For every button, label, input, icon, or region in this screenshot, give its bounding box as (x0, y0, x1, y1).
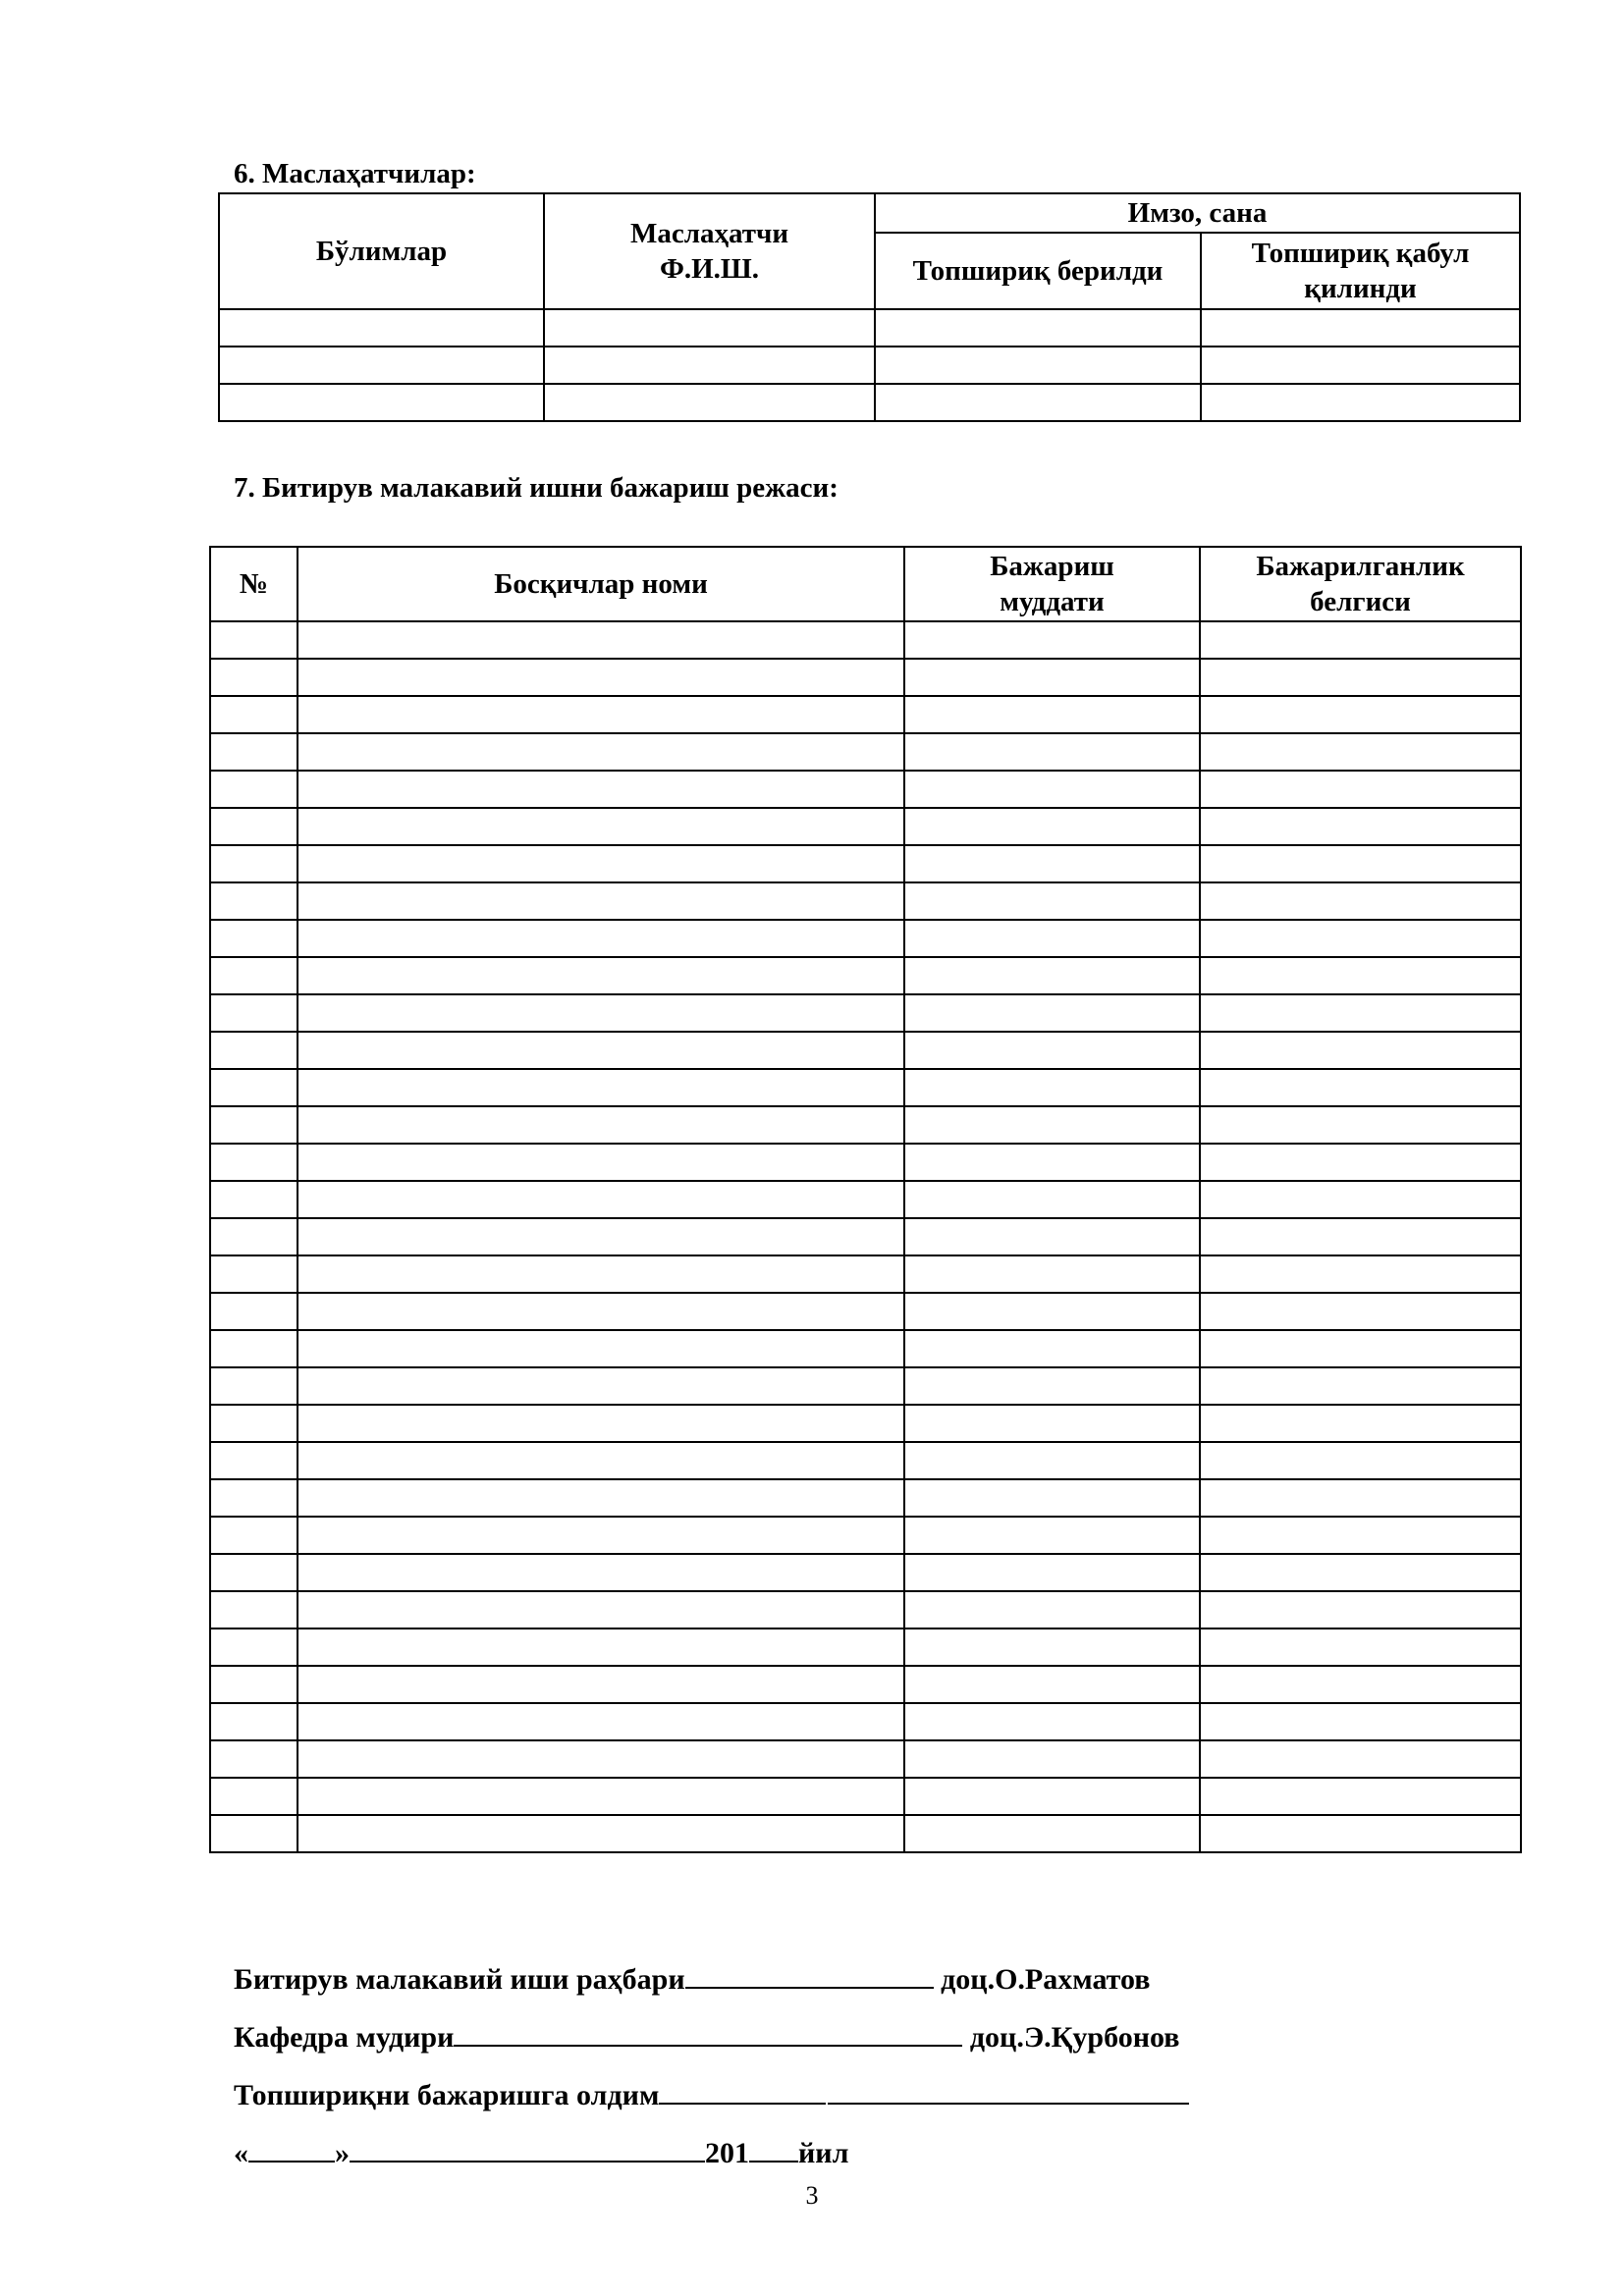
table-cell[interactable] (1200, 1218, 1521, 1255)
plan-row (210, 1106, 1521, 1144)
table-cell[interactable] (210, 1405, 298, 1442)
header-task-accepted: Топшириқ қабул қилинди (1201, 233, 1520, 309)
table-cell[interactable] (904, 1255, 1200, 1293)
table-cell[interactable] (210, 1778, 298, 1815)
plan-row (210, 1554, 1521, 1591)
table-cell[interactable] (1200, 994, 1521, 1032)
accepted-line (234, 2075, 1189, 2113)
plan-row (210, 808, 1521, 845)
table-cell[interactable] (298, 1293, 904, 1330)
table-cell[interactable] (904, 1032, 1200, 1069)
table-cell[interactable] (1200, 1479, 1521, 1517)
table-cell[interactable] (904, 1367, 1200, 1405)
plan-row (210, 1442, 1521, 1479)
table-cell[interactable] (904, 1740, 1200, 1778)
table-cell[interactable] (298, 994, 904, 1032)
table-cell[interactable] (210, 845, 298, 882)
table-cell[interactable] (210, 920, 298, 957)
table-cell[interactable] (904, 882, 1200, 920)
table-cell[interactable] (210, 771, 298, 808)
table-cell[interactable] (904, 1554, 1200, 1591)
table-cell[interactable] (904, 1479, 1200, 1517)
consultants-table (218, 192, 1521, 422)
table-cell[interactable] (210, 1367, 298, 1405)
table-cell[interactable] (1200, 1181, 1521, 1218)
header-number: № (210, 547, 298, 621)
table-cell[interactable] (904, 1069, 1200, 1106)
header-completion-mark: Бажарилганлик белгиси (1200, 547, 1521, 621)
table-cell[interactable] (875, 309, 1201, 347)
plan-row (210, 733, 1521, 771)
table-cell[interactable] (298, 1517, 904, 1554)
table-cell[interactable] (210, 1069, 298, 1106)
header-task-given: Топшириқ берилди (875, 233, 1201, 309)
table-cell[interactable] (210, 1442, 298, 1479)
plan-row (210, 1144, 1521, 1181)
table-cell[interactable] (904, 733, 1200, 771)
table-cell[interactable] (210, 1032, 298, 1069)
date-line (234, 2133, 848, 2171)
table-cell[interactable] (298, 1740, 904, 1778)
table-cell[interactable] (1200, 1442, 1521, 1479)
table-cell[interactable] (1200, 1740, 1521, 1778)
plan-row (210, 659, 1521, 696)
table-cell[interactable] (298, 845, 904, 882)
plan-row (210, 1255, 1521, 1293)
table-cell[interactable] (904, 659, 1200, 696)
table-cell[interactable] (210, 1517, 298, 1554)
table-cell[interactable] (298, 882, 904, 920)
table-cell[interactable] (210, 1591, 298, 1629)
header-stage-name: Босқичлар номи (298, 547, 904, 621)
plan-row (210, 1629, 1521, 1666)
plan-row (210, 621, 1521, 659)
table-cell[interactable] (1200, 1517, 1521, 1554)
plan-row (210, 1479, 1521, 1517)
date-close-quote: » (335, 2137, 350, 2169)
table-cell[interactable] (544, 384, 875, 421)
table-cell[interactable] (904, 696, 1200, 733)
table-cell[interactable] (544, 347, 875, 384)
table-cell[interactable] (210, 1218, 298, 1255)
table-cell[interactable] (298, 1815, 904, 1852)
consultant-row (219, 309, 1520, 347)
plan-row (210, 1069, 1521, 1106)
plan-row (210, 1367, 1521, 1405)
table-cell[interactable] (1200, 1554, 1521, 1591)
supervisor-label: Битирув малакавий иши раҳбари (234, 1963, 685, 1996)
plan-row (210, 1591, 1521, 1629)
table-cell[interactable] (904, 771, 1200, 808)
table-cell[interactable] (1200, 1032, 1521, 1069)
table-cell[interactable] (1200, 1069, 1521, 1106)
year-suffix: йил (798, 2137, 849, 2169)
table-cell[interactable] (904, 1106, 1200, 1144)
plan-row (210, 1218, 1521, 1255)
table-cell[interactable] (904, 1703, 1200, 1740)
table-cell[interactable] (210, 1181, 298, 1218)
table-cell[interactable] (904, 621, 1200, 659)
table-cell[interactable] (298, 1703, 904, 1740)
head-label: Кафедра мудири (234, 2021, 455, 2054)
table-cell[interactable] (298, 1032, 904, 1069)
table-cell[interactable] (298, 1666, 904, 1703)
table-cell[interactable] (298, 659, 904, 696)
table-cell[interactable] (1200, 957, 1521, 994)
supervisor-signature-blank[interactable] (685, 1959, 934, 1989)
table-cell[interactable] (1200, 845, 1521, 882)
table-cell[interactable] (210, 1666, 298, 1703)
table-cell[interactable] (298, 733, 904, 771)
table-cell[interactable] (210, 1554, 298, 1591)
table-cell[interactable] (904, 1144, 1200, 1181)
plan-row (210, 1181, 1521, 1218)
table-cell[interactable] (298, 1330, 904, 1367)
table-cell[interactable] (210, 1815, 298, 1852)
table-cell[interactable] (210, 1330, 298, 1367)
plan-row (210, 957, 1521, 994)
section7-title: 7. Битирув малакавий ишни бажариш режаси: (234, 472, 839, 504)
table-cell[interactable] (904, 1629, 1200, 1666)
table-cell[interactable] (904, 920, 1200, 957)
header-signature-date: Имзо, сана (875, 193, 1520, 233)
plan-row (210, 1405, 1521, 1442)
table-cell[interactable] (1200, 1106, 1521, 1144)
head-signature-blank[interactable] (454, 2017, 962, 2047)
plan-row (210, 1815, 1521, 1852)
table-cell[interactable] (298, 696, 904, 733)
table-cell[interactable] (210, 1703, 298, 1740)
table-cell[interactable] (298, 1629, 904, 1666)
table-cell[interactable] (1200, 659, 1521, 696)
table-cell[interactable] (219, 347, 544, 384)
plan-row (210, 1778, 1521, 1815)
table-cell[interactable] (904, 1815, 1200, 1852)
table-cell[interactable] (1200, 920, 1521, 957)
table-cell[interactable] (298, 1255, 904, 1293)
supervisor-line (234, 1959, 1150, 1998)
month-blank[interactable] (350, 2133, 705, 2163)
table-cell[interactable] (1200, 1703, 1521, 1740)
table-cell[interactable] (298, 1554, 904, 1591)
table-cell[interactable] (1201, 309, 1520, 347)
table-cell[interactable] (210, 659, 298, 696)
table-cell[interactable] (298, 771, 904, 808)
head-name: доц.Э.Қурбонов (969, 2021, 1180, 2054)
plan-row (210, 845, 1521, 882)
table-cell[interactable] (1200, 771, 1521, 808)
table-cell[interactable] (298, 1218, 904, 1255)
table-cell[interactable] (1200, 1330, 1521, 1367)
table-cell[interactable] (298, 1405, 904, 1442)
consultant-row (219, 347, 1520, 384)
table-cell[interactable] (210, 733, 298, 771)
table-cell[interactable] (1200, 1815, 1521, 1852)
table-cell[interactable] (298, 1479, 904, 1517)
table-cell[interactable] (904, 1293, 1200, 1330)
table-cell[interactable] (1200, 1591, 1521, 1629)
table-cell[interactable] (298, 808, 904, 845)
table-cell[interactable] (298, 621, 904, 659)
table-cell[interactable] (210, 696, 298, 733)
year-prefix: 201 (705, 2137, 749, 2169)
accepted-name-blank[interactable] (828, 2075, 1189, 2105)
table-cell[interactable] (298, 920, 904, 957)
page-number: 3 (805, 2181, 819, 2210)
table-cell[interactable] (1201, 384, 1520, 421)
table-cell[interactable] (1200, 696, 1521, 733)
table-cell[interactable] (904, 1517, 1200, 1554)
table-cell[interactable] (904, 1218, 1200, 1255)
table-cell[interactable] (298, 1778, 904, 1815)
table-cell[interactable] (210, 1106, 298, 1144)
table-cell[interactable] (904, 845, 1200, 882)
table-cell[interactable] (210, 882, 298, 920)
table-cell[interactable] (219, 309, 544, 347)
table-cell[interactable] (1200, 621, 1521, 659)
table-cell[interactable] (1201, 347, 1520, 384)
table-cell[interactable] (904, 1330, 1200, 1367)
consultants-table-body (219, 309, 1520, 421)
table-cell[interactable] (298, 957, 904, 994)
work-plan-table (209, 546, 1522, 1853)
table-cell[interactable] (1200, 1778, 1521, 1815)
table-cell[interactable] (904, 1778, 1200, 1815)
head-line (234, 2017, 1179, 2056)
table-cell[interactable] (210, 1740, 298, 1778)
table-cell[interactable] (210, 621, 298, 659)
consultant-row (219, 384, 1520, 421)
table-cell[interactable] (1200, 1405, 1521, 1442)
plan-row (210, 882, 1521, 920)
table-cell[interactable] (1200, 882, 1521, 920)
table-cell[interactable] (875, 347, 1201, 384)
table-cell[interactable] (1200, 1293, 1521, 1330)
date-open-quote: « (234, 2137, 248, 2169)
accepted-label: Топшириқни бажаришга олдим (234, 2079, 660, 2111)
table-cell[interactable] (904, 1181, 1200, 1218)
table-cell[interactable] (875, 384, 1201, 421)
table-cell[interactable] (904, 994, 1200, 1032)
plan-row (210, 1740, 1521, 1778)
table-cell[interactable] (298, 1106, 904, 1144)
table-cell[interactable] (904, 957, 1200, 994)
table-cell[interactable] (1200, 1629, 1521, 1666)
table-cell[interactable] (210, 957, 298, 994)
table-cell[interactable] (904, 1442, 1200, 1479)
table-cell[interactable] (1200, 1367, 1521, 1405)
plan-row (210, 1330, 1521, 1367)
supervisor-name: доц.О.Рахматов (941, 1963, 1151, 1996)
table-cell[interactable] (1200, 1144, 1521, 1181)
table-cell[interactable] (210, 1255, 298, 1293)
table-cell[interactable] (210, 1479, 298, 1517)
table-cell[interactable] (210, 808, 298, 845)
plan-row (210, 1032, 1521, 1069)
plan-row (210, 1517, 1521, 1554)
table-cell[interactable] (210, 994, 298, 1032)
plan-row (210, 1703, 1521, 1740)
plan-row (210, 920, 1521, 957)
plan-row (210, 1293, 1521, 1330)
table-cell[interactable] (904, 1405, 1200, 1442)
plan-row (210, 1666, 1521, 1703)
table-cell[interactable] (298, 1591, 904, 1629)
table-cell[interactable] (1200, 733, 1521, 771)
table-cell[interactable] (298, 1144, 904, 1181)
header-departments: Бўлимлар (219, 193, 544, 309)
table-cell[interactable] (298, 1367, 904, 1405)
table-cell[interactable] (1200, 1666, 1521, 1703)
table-cell[interactable] (219, 384, 544, 421)
table-cell[interactable] (210, 1144, 298, 1181)
table-cell[interactable] (210, 1293, 298, 1330)
table-cell[interactable] (1200, 808, 1521, 845)
plan-row (210, 771, 1521, 808)
table-cell[interactable] (298, 1069, 904, 1106)
table-cell[interactable] (904, 1666, 1200, 1703)
day-blank[interactable] (248, 2133, 335, 2163)
plan-row (210, 994, 1521, 1032)
accepted-signature-blank[interactable] (659, 2075, 826, 2105)
plan-row (210, 696, 1521, 733)
work-plan-table-body (210, 621, 1521, 1852)
header-deadline: Бажариш муддати (904, 547, 1200, 621)
table-cell[interactable] (904, 808, 1200, 845)
year-blank[interactable] (749, 2133, 798, 2163)
table-cell[interactable] (298, 1181, 904, 1218)
table-cell[interactable] (210, 1629, 298, 1666)
header-consultant: Маслаҳатчи Ф.И.Ш. (544, 193, 875, 309)
table-cell[interactable] (298, 1442, 904, 1479)
table-cell[interactable] (904, 1591, 1200, 1629)
section6-title: 6. Маслаҳатчилар: (234, 158, 476, 189)
table-cell[interactable] (544, 309, 875, 347)
table-cell[interactable] (1200, 1255, 1521, 1293)
